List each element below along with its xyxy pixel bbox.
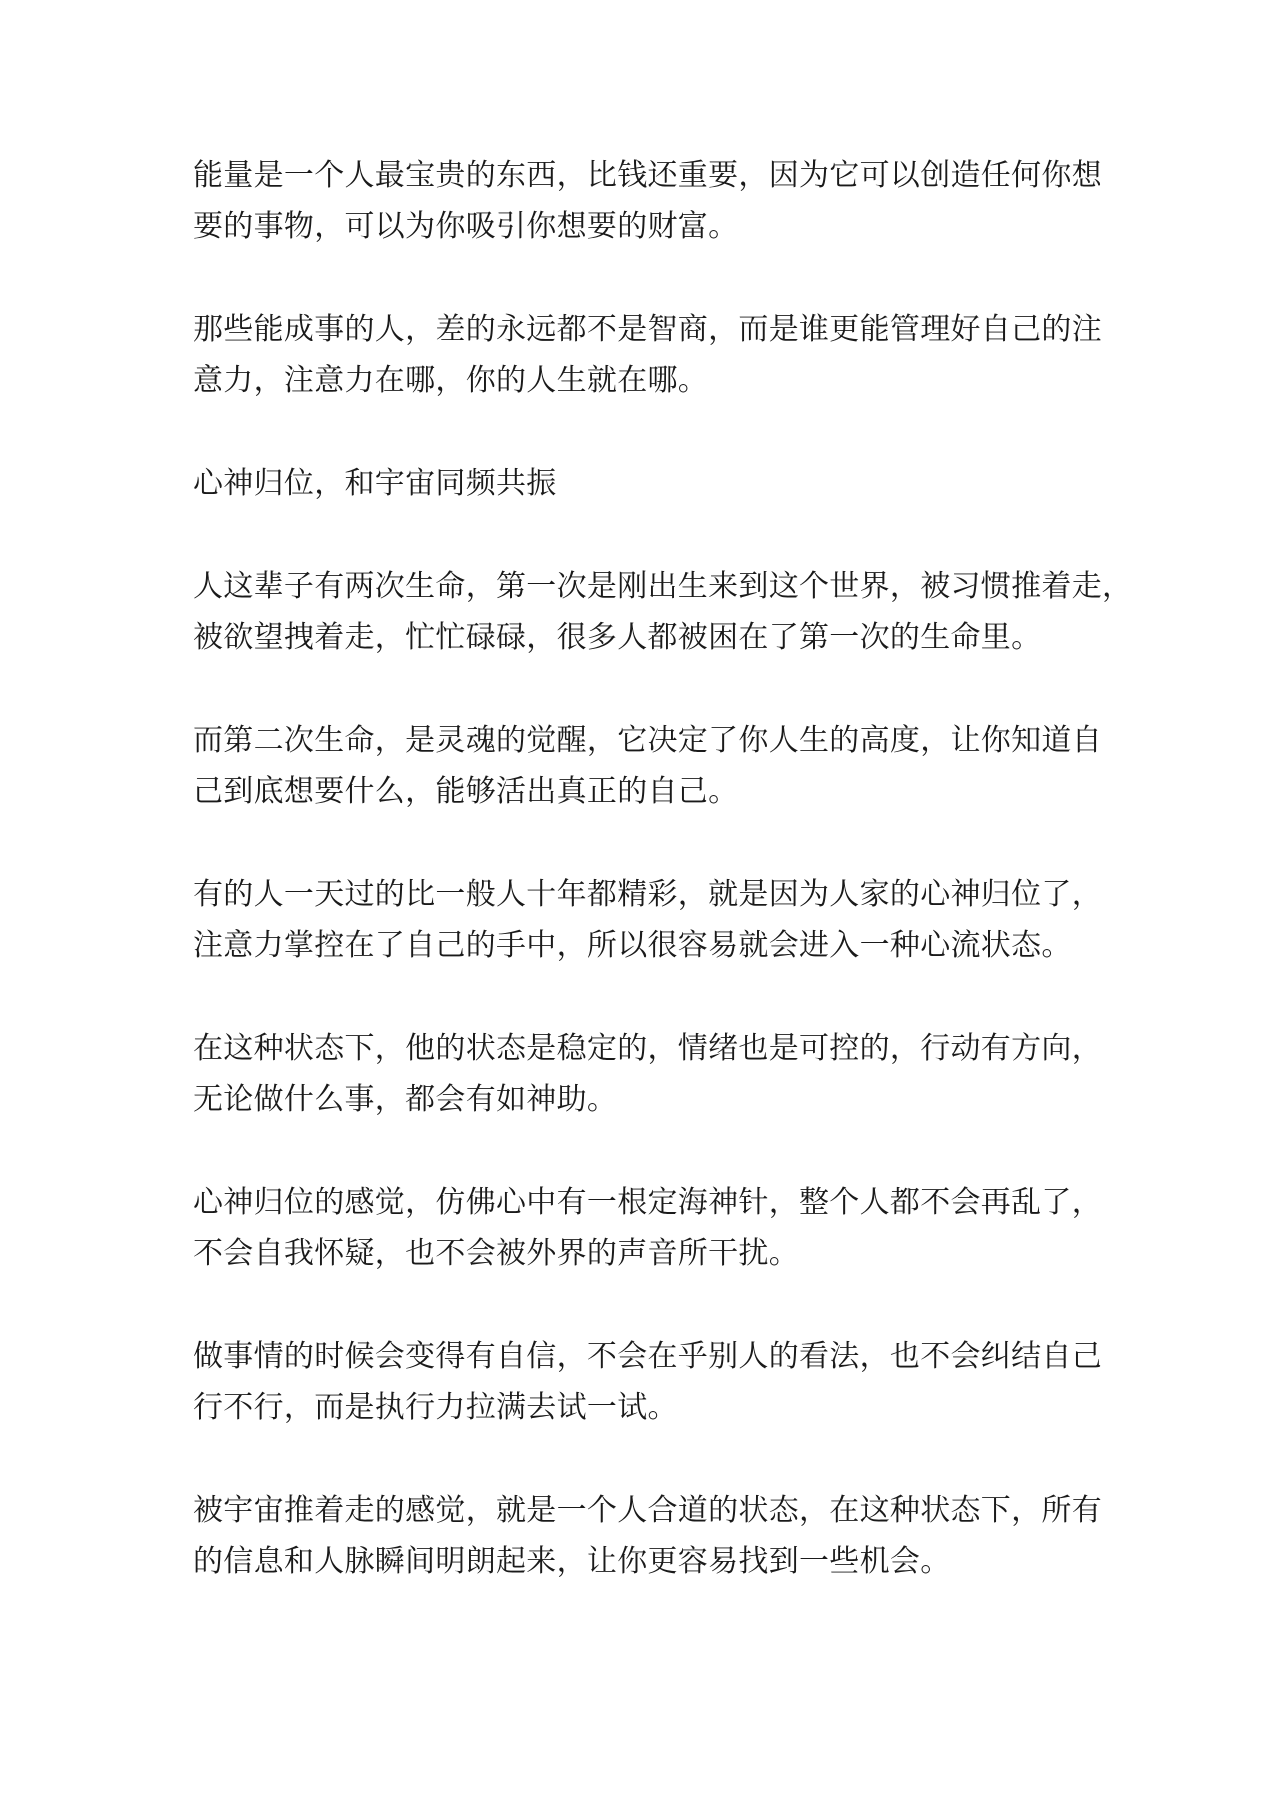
paragraph-line: 在这种状态下，他的状态是稳定的，情绪也是可控的，行动有方向，: [193, 1031, 1102, 1066]
paragraph-10: [193, 1485, 1102, 1587]
paragraph-1: [193, 150, 1102, 252]
paragraph-line: 意力，注意力在哪，你的人生就在哪。: [193, 363, 709, 398]
paragraph-5: [193, 715, 1102, 817]
paragraph-6: [193, 869, 1102, 971]
paragraph-line: 行不行，而是执行力拉满去试一试。: [193, 1390, 678, 1425]
paragraph-line: 被宇宙推着走的感觉，就是一个人合道的状态，在这种状态下，所有: [193, 1493, 1102, 1528]
paragraph-8: [193, 1177, 1102, 1279]
paragraph-line: 能量是一个人最宝贵的东西，比钱还重要，因为它可以创造任何你想: [193, 158, 1102, 193]
heading-line: 心神归位，和宇宙同频共振: [193, 466, 557, 501]
paragraph-line: 有的人一天过的比一般人十年都精彩，就是因为人家的心神归位了，: [193, 877, 1102, 912]
paragraph-line: 的信息和人脉瞬间明朗起来，让你更容易找到一些机会。: [193, 1544, 951, 1579]
paragraph-line: 无论做什么事，都会有如神助。: [193, 1082, 618, 1117]
paragraph-2: [193, 304, 1102, 406]
paragraph-line: 要的事物，可以为你吸引你想要的财富。: [193, 209, 739, 244]
paragraph-line: 那些能成事的人，差的永远都不是智商，而是谁更能管理好自己的注: [193, 312, 1102, 347]
paragraph-line: 己到底想要什么，能够活出真正的自己。: [193, 774, 739, 809]
paragraph-line: 被欲望拽着走，忙忙碌碌，很多人都被困在了第一次的生命里。: [193, 620, 1042, 655]
paragraph-line: 人这辈子有两次生命，第一次是刚出生来到这个世界，被习惯推着走，: [193, 569, 1133, 604]
paragraph-line: 做事情的时候会变得有自信，不会在乎别人的看法，也不会纠结自己: [193, 1339, 1102, 1374]
paragraph-line: 而第二次生命，是灵魂的觉醒，它决定了你人生的高度，让你知道自: [193, 723, 1102, 758]
paragraph-line: 注意力掌控在了自己的手中，所以很容易就会进入一种心流状态。: [193, 928, 1072, 963]
paragraph-7: [193, 1023, 1102, 1125]
paragraph-9: [193, 1331, 1102, 1433]
paragraph-4: [193, 561, 1133, 663]
section-heading: [193, 458, 1083, 509]
paragraph-line: 不会自我怀疑，也不会被外界的声音所干扰。: [193, 1236, 799, 1271]
paragraph-line: 心神归位的感觉，仿佛心中有一根定海神针，整个人都不会再乱了，: [193, 1185, 1102, 1220]
document-body: [193, 150, 1133, 1639]
